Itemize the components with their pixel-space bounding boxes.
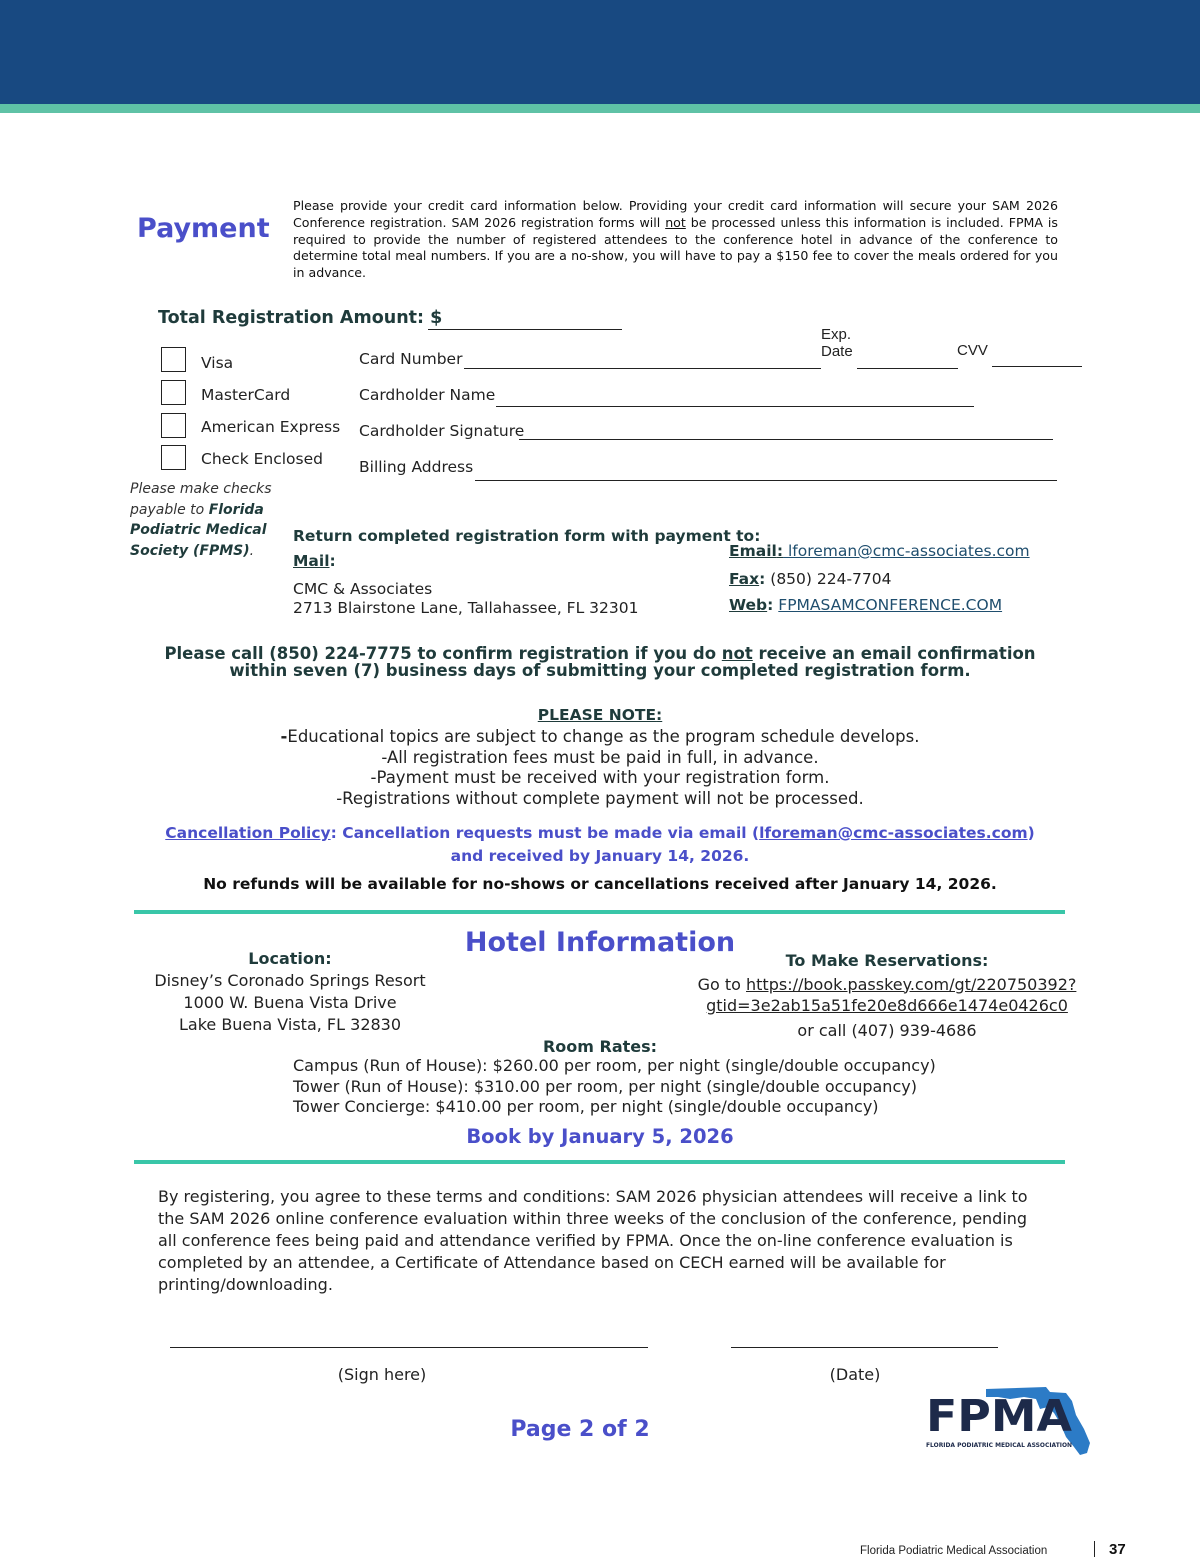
email-contact: Email: lforeman@cmc-associates.com (729, 542, 1030, 560)
billing-address-label: Billing Address (359, 458, 474, 476)
page-indicator: Page 2 of 2 (510, 1417, 650, 1442)
email-link[interactable]: lforeman@cmc-associates.com (783, 542, 1030, 560)
exp-label-line1: Exp. (821, 326, 852, 343)
cardholder-signature-field[interactable] (519, 439, 1053, 440)
fpma-logo (924, 1383, 1096, 1459)
footer-separator (1094, 1541, 1095, 1557)
cardholder-name-label: Cardholder Name (359, 386, 496, 404)
hotel-reservations: To Make Reservations: Go to https://book.passkey.com/gt/220750392? gtid=3e2ab15a51fe20e8d666e1474e0426c0 or call (407) 939-4686 (697, 951, 1077, 1040)
florida-map-icon (924, 1383, 1096, 1459)
exp-date-field[interactable] (857, 368, 958, 369)
header-stripe (0, 104, 1200, 113)
logo-text: FPMA (926, 1391, 1072, 1442)
check-enclosed-checkbox[interactable] (161, 445, 186, 470)
mailing-address: CMC & Associates 2713 Blairstone Lane, Tallahassee, FL 32301 (293, 580, 639, 617)
date-caption: (Date) (829, 1365, 881, 1384)
card-number-field[interactable] (464, 368, 821, 369)
section-divider (134, 1160, 1065, 1164)
visa-checkbox[interactable] (161, 347, 186, 372)
hotel-title: Hotel Information (464, 927, 736, 958)
terms-paragraph: By registering, you agree to these terms and conditions: SAM 2026 physician attendees will receive a link to the SAM 2026 online conference evaluation within three weeks of the conclusion of the conference, pending all conference fees being paid and attendance verified by FPMA. Once the on-line conference evaluation is completed by an attendee, a Certificate of Attendance based on CECH earned will be available for printing/downloading. (158, 1187, 1028, 1294)
payment-title: Payment (137, 213, 270, 244)
web-contact: Web: FPMASAMCONFERENCE.COM (729, 596, 1003, 614)
total-registration-label: Total Registration Amount: $ (158, 308, 443, 328)
confirmation-notice: Please call (850) 224-7775 to confirm registration if you do not receive an email confirmation within seven (7) business days of submitting your completed registration form. (164, 644, 1036, 680)
cardholder-signature-label: Cardholder Signature (359, 422, 525, 440)
fax-contact: Fax: (850) 224-7704 (729, 570, 892, 588)
exp-label-line2: Date (821, 343, 853, 360)
section-divider (134, 910, 1065, 914)
cvv-field[interactable] (992, 366, 1082, 367)
book-by-date: Book by January 5, 2026 (466, 1125, 734, 1148)
no-refunds-notice: No refunds will be available for no-shows or cancellations received after January 14, 2026. (203, 875, 997, 893)
mastercard-label: MasterCard (201, 386, 291, 404)
card-number-label: Card Number (359, 350, 463, 368)
total-amount-field[interactable] (428, 329, 622, 330)
hotel-location: Location: Disney’s Coronado Springs Resort 1000 W. Buena Vista Drive Lake Buena Vista, FL 32830 (154, 949, 426, 1034)
room-rates-list: Campus (Run of House): $260.00 per room, per night (single/double occupancy) Tower (Run of House): $310.00 per room, per night (single/double occupancy) Tower Concierge: $410.00 per room, per night (single/double occupancy) (293, 1056, 936, 1116)
cancellation-policy: Cancellation Policy: Cancellation requests must be made via email (lforeman@cmc-associates.com) and received by January 14, 2026. (165, 824, 1035, 865)
sign-here-caption: (Sign here) (337, 1365, 427, 1384)
mastercard-checkbox[interactable] (161, 380, 186, 405)
cancellation-email-link[interactable]: lforeman@cmc-associates.com (759, 824, 1028, 842)
cvv-label: CVV (957, 342, 988, 359)
checks-payable-note: Please make checks payable to Florida Podiatric Medical Society (FPMS). (130, 481, 272, 559)
check-enclosed-label: Check Enclosed (201, 450, 323, 468)
room-rates-title: Room Rates: (542, 1037, 658, 1056)
visa-label: Visa (201, 354, 234, 372)
header-bar (0, 0, 1200, 104)
date-line[interactable] (731, 1347, 998, 1348)
cardholder-name-field[interactable] (496, 406, 974, 407)
footer-page-number: 37 (1109, 1541, 1126, 1558)
american-express-checkbox[interactable] (161, 413, 186, 438)
return-form-title: Return completed registration form with payment to: (293, 527, 761, 545)
mail-label: Mail: (293, 552, 336, 570)
billing-address-field[interactable] (475, 480, 1057, 481)
please-note-title: PLEASE NOTE: (537, 706, 663, 724)
reservation-link[interactable]: https://book.passkey.com/gt/220750392? (746, 974, 1077, 994)
web-link[interactable]: FPMASAMCONFERENCE.COM (778, 596, 1003, 614)
logo-subtitle: FLORIDA PODIATRIC MEDICAL ASSOCIATION (926, 1441, 1072, 1449)
signature-line[interactable] (170, 1347, 648, 1348)
reservation-link-cont[interactable]: gtid=3e2ab15a51fe20e8d666e1474e0426c0 (706, 996, 1068, 1015)
payment-intro: Please provide your credit card information below. Providing your credit card information will secure your SAM 2026 Conference registration. SAM 2026 registration forms will not be processed unless this information is included. FPMA is required to provide the number of registered attendees to the conference hotel in advance of the conference to determine total meal numbers. If you are a no-show, you will have to pay a $150 fee to cover the meals ordered for you in advance. (293, 198, 1058, 281)
american-express-label: American Express (201, 418, 341, 436)
footer-organization: Florida Podiatric Medical Association (860, 1545, 1048, 1557)
please-note-list: -Educational topics are subject to change as the program schedule develops. -All registration fees must be paid in full, in advance. -Payment must be received with your registration form. -Registrations without complete payment will not be processed. (280, 727, 920, 808)
